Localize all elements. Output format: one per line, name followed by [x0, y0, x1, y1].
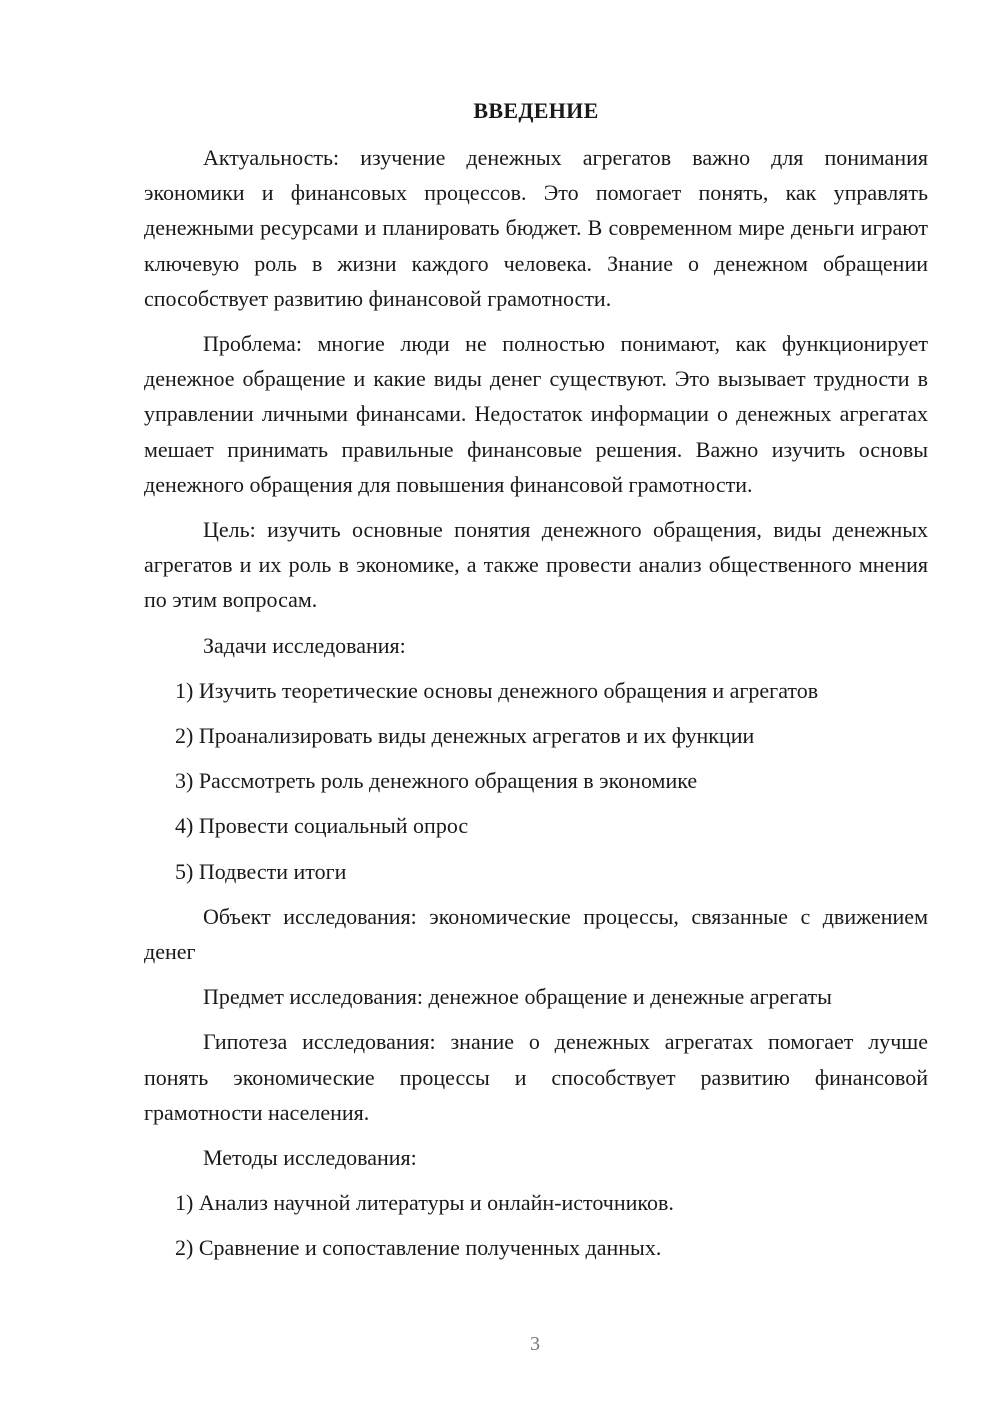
problem-paragraph: Проблема: многие люди не полностью понимают, как функционирует денежное обращение и какие виды денег существуют. Это вызывает трудности в управлении личными финансами. Недостаток информации о денежных агрегатах мешает принимать правильные финансовые решения. Важно изучить основы денежного обращения для повышения финансовой грамотности.	[144, 331, 928, 497]
goal-paragraph: Цель: изучить основные понятия денежного обращения, виды денежных агрегатов и их роль в экономике, а также провести анализ общественного мнения по этим вопросам.	[144, 517, 928, 613]
task-item: 2) Проанализировать виды денежных агрегатов и их функции	[175, 723, 755, 749]
object-paragraph: Объект исследования: экономические процессы, связанные с движением денег	[144, 903, 928, 965]
document-page	[144, 96, 928, 1276]
page-number: 3	[530, 1333, 540, 1355]
subject-paragraph: Предмет исследования: денежное обращение и денежные агрегаты	[203, 984, 832, 1010]
task-item: 1) Изучить теоретические основы денежного обращения и агрегатов	[175, 677, 819, 703]
section-title: ВВЕДЕНИЕ	[473, 98, 599, 123]
methods-heading: Методы исследования:	[203, 1145, 417, 1171]
relevance-paragraph: Актуальность: изучение денежных агрегатов важно для понимания экономики и финансовых процессов. Это помогает понять, как управлять денежными ресурсами и планировать бюджет. В современном мире деньги играют ключевую роль в жизни каждого человека. Знание о денежном обращении способствует развитию финансовой грамотности.	[144, 145, 928, 311]
method-item: 2) Сравнение и сопоставление полученных данных.	[175, 1235, 662, 1261]
task-item: 3) Рассмотреть роль денежного обращения в экономике	[175, 768, 698, 794]
method-item: 1) Анализ научной литературы и онлайн-источников.	[175, 1190, 674, 1216]
tasks-heading: Задачи исследования:	[203, 632, 406, 658]
task-item: 5) Подвести итоги	[175, 858, 347, 884]
task-item: 4) Провести социальный опрос	[175, 813, 469, 839]
hypothesis-paragraph: Гипотеза исследования: знание о денежных агрегатах помогает лучше понять экономические процессы и способствует развитию финансовой грамотности населения.	[144, 1029, 928, 1125]
